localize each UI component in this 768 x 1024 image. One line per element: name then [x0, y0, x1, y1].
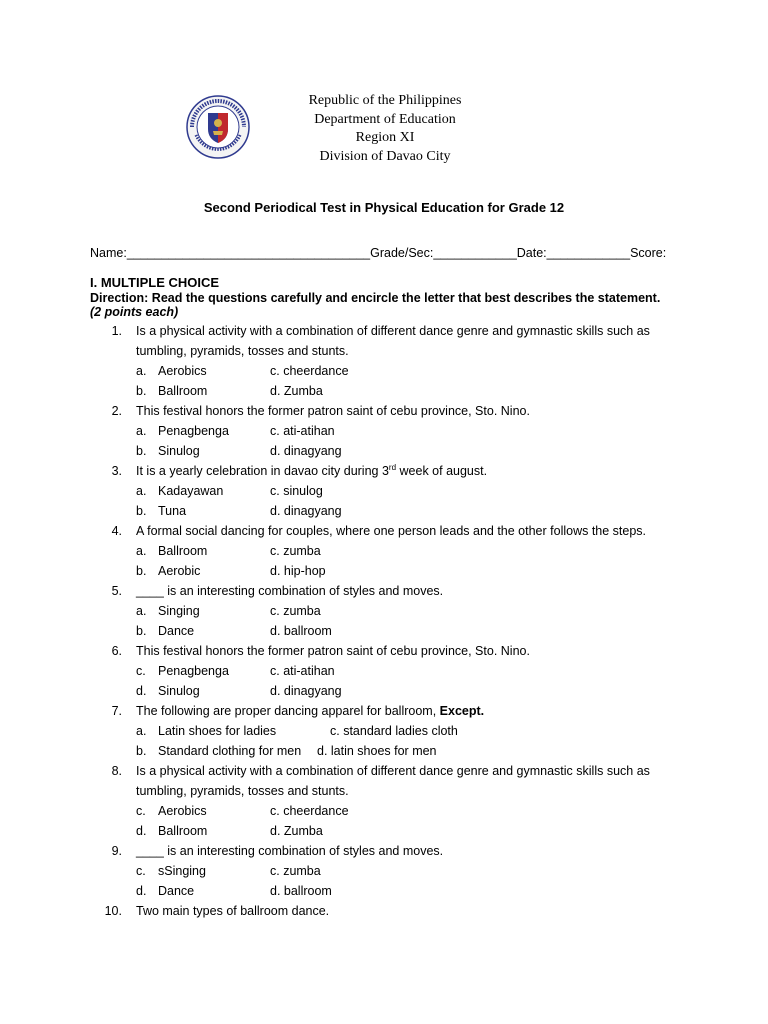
option-text: d. dinagyang	[270, 684, 342, 698]
question-text: ____ is an interesting combination of styles and moves.	[136, 584, 444, 598]
option-row	[0, 601, 768, 621]
option-text: Aerobic	[158, 564, 201, 578]
question-1-continued	[0, 341, 768, 361]
question-number: 1.	[111, 324, 122, 338]
question-number: 8.	[111, 764, 122, 778]
option-row	[0, 801, 768, 821]
question-number: 10.	[104, 904, 122, 918]
option-text: c. zumba	[270, 864, 321, 878]
question-text: tumbling, pyramids, tosses and stunts.	[136, 344, 349, 358]
option-letter: d.	[136, 824, 147, 838]
question-emphasis: Except.	[439, 704, 485, 718]
option-row	[0, 681, 768, 701]
header-department: Department of Education	[314, 111, 456, 127]
question-text	[136, 701, 484, 721]
option-letter: a.	[136, 364, 147, 378]
option-text: d. ballroom	[270, 624, 332, 638]
option-row	[0, 721, 768, 741]
option-row	[0, 361, 768, 381]
option-letter: b.	[136, 624, 147, 638]
question-number: 7.	[111, 704, 122, 718]
option-row	[0, 741, 768, 761]
option-text: sSinging	[158, 864, 206, 878]
question-9	[0, 841, 768, 861]
option-text: Dance	[158, 884, 195, 898]
option-text: Sinulog	[158, 444, 200, 458]
option-letter: a.	[136, 424, 147, 438]
option-letter: b.	[136, 504, 147, 518]
option-row	[0, 541, 768, 561]
option-row	[0, 821, 768, 841]
option-text: d. hip-hop	[270, 564, 326, 578]
option-text: c. sinulog	[270, 484, 323, 498]
option-text: c. standard ladies cloth	[330, 724, 458, 738]
option-text: d. dinagyang	[270, 444, 342, 458]
question-text: ____ is an interesting combination of styles and moves.	[136, 844, 444, 858]
option-row	[0, 501, 768, 521]
header-country: Republic of the Philippines	[308, 93, 462, 108]
option-row	[0, 421, 768, 441]
option-text: d. Zumba	[270, 824, 323, 838]
deped-seal-logo	[186, 95, 250, 159]
question-7	[0, 701, 768, 721]
option-letter: b.	[136, 744, 147, 758]
question-8	[0, 761, 768, 781]
question-number: 2.	[111, 404, 122, 418]
option-text: d. ballroom	[270, 884, 332, 898]
option-text: c. zumba	[270, 544, 321, 558]
question-number: 9.	[111, 844, 122, 858]
option-letter: c.	[136, 664, 146, 678]
option-letter: a.	[136, 604, 147, 618]
question-text	[136, 461, 487, 481]
question-6	[0, 641, 768, 661]
option-letter: c.	[136, 864, 146, 878]
option-text: c. cheerdance	[270, 804, 349, 818]
option-text: Singing	[158, 604, 200, 618]
option-letter: c.	[136, 804, 146, 818]
header-region: Region XI	[355, 130, 415, 145]
option-text: Ballroom	[158, 384, 208, 398]
points-note: (2 points each)	[90, 305, 179, 319]
question-text: A formal social dancing for couples, where one person leads and the other follows the steps.	[136, 524, 647, 538]
option-row	[0, 441, 768, 461]
option-row	[0, 881, 768, 901]
option-row	[0, 381, 768, 401]
question-text: Is a physical activity with a combination of different dance genre and gymnastic skills such as	[136, 324, 650, 338]
question-1	[0, 321, 768, 341]
header-division: Division of Davao City	[319, 148, 451, 164]
option-row	[0, 621, 768, 641]
option-text: Dance	[158, 624, 195, 638]
question-text: tumbling, pyramids, tosses and stunts.	[136, 784, 349, 798]
question-text: Is a physical activity with a combination of different dance genre and gymnastic skills such as	[136, 764, 650, 778]
option-letter: d.	[136, 884, 147, 898]
student-info-line: Name:___________________________________Grade/Sec:____________Date:____________Score:	[90, 246, 667, 260]
option-letter: d.	[136, 684, 147, 698]
question-number: 4.	[111, 524, 122, 538]
option-letter: a.	[136, 544, 147, 558]
option-text: Aerobics	[158, 804, 207, 818]
option-text: Penagbenga	[158, 424, 229, 438]
option-row	[0, 661, 768, 681]
option-text: c. cheerdance	[270, 364, 349, 378]
option-text: Kadayawan	[158, 484, 224, 498]
option-text: d. dinagyang	[270, 504, 342, 518]
question-number: 6.	[111, 644, 122, 658]
question-text: Two main types of ballroom dance.	[136, 904, 330, 918]
option-text: d. latin shoes for men	[317, 744, 437, 758]
option-text: Ballroom	[158, 824, 208, 838]
option-text: d. Zumba	[270, 384, 323, 398]
question-5	[0, 581, 768, 601]
question-2	[0, 401, 768, 421]
ordinal-superscript: rd	[388, 462, 397, 472]
option-text: Aerobics	[158, 364, 207, 378]
option-letter: b.	[136, 444, 147, 458]
question-text: This festival honors the former patron saint of cebu province, Sto. Nino.	[136, 404, 530, 418]
option-text: c. ati-atihan	[270, 664, 335, 678]
question-3	[0, 461, 768, 481]
question-8-continued	[0, 781, 768, 801]
option-letter: a.	[136, 484, 147, 498]
option-letter: b.	[136, 564, 147, 578]
test-title: Second Periodical Test in Physical Education for Grade 12	[203, 200, 565, 215]
option-text: c. zumba	[270, 604, 321, 618]
option-row	[0, 561, 768, 581]
question-text: This festival honors the former patron saint of cebu province, Sto. Nino.	[136, 644, 530, 658]
question-number: 3.	[111, 464, 122, 478]
question-10	[0, 901, 768, 921]
option-letter: b.	[136, 384, 147, 398]
option-text: Latin shoes for ladies	[158, 724, 277, 738]
directions-text: Direction: Read the questions carefully and encircle the letter that best describes the statement.	[90, 291, 661, 305]
option-text: Penagbenga	[158, 664, 229, 678]
question-text-part: It is a yearly celebration in davao city during 3	[136, 464, 389, 478]
question-text-part: The following are proper dancing apparel for ballroom,	[136, 704, 440, 718]
option-text: Standard clothing for men	[158, 744, 302, 758]
option-text: Sinulog	[158, 684, 200, 698]
question-text-part: week of august.	[396, 464, 488, 478]
question-number: 5.	[111, 584, 122, 598]
option-row	[0, 481, 768, 501]
option-letter: a.	[136, 724, 147, 738]
option-text: Ballroom	[158, 544, 208, 558]
section-title: I. MULTIPLE CHOICE	[90, 275, 220, 290]
option-row	[0, 861, 768, 881]
option-text: c. ati-atihan	[270, 424, 335, 438]
document-header	[270, 92, 500, 166]
question-4	[0, 521, 768, 541]
option-text: Tuna	[158, 504, 187, 518]
question-list	[0, 321, 768, 921]
